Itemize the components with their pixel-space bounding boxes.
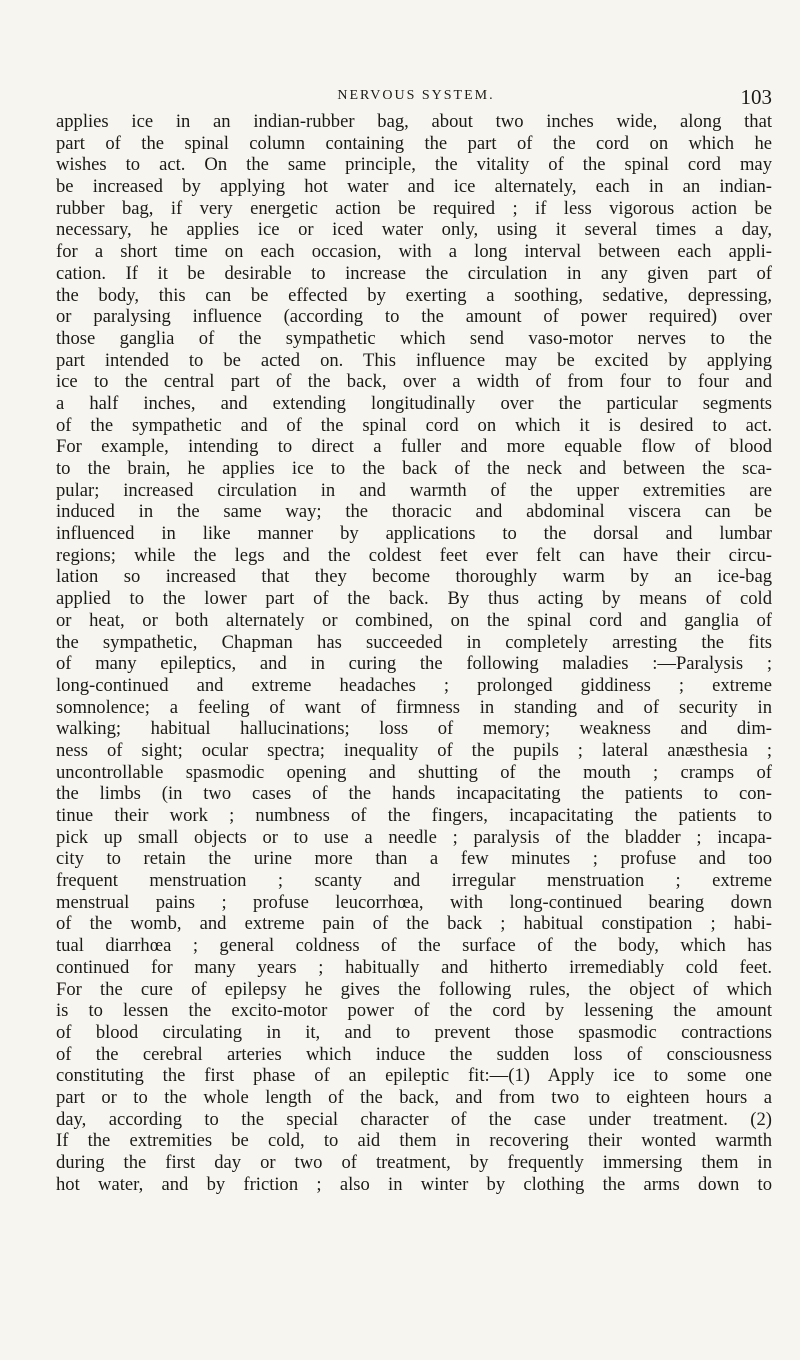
text-line: If the extremities be cold, to aid them in recovering their wonted warmth: [56, 1130, 772, 1152]
text-line: the limbs (in two cases of the hands incapacitating the patients to con-: [56, 783, 772, 805]
text-line: a half inches, and extending longitudinally over the particular segments: [56, 392, 772, 414]
text-line: walking; habitual hallucinations; loss of memory; weakness and dim-: [56, 718, 772, 740]
text-line: applies ice in an indian-rubber bag, about two inches wide, along that: [56, 111, 772, 132]
text-line: those ganglia of the sympathetic which send vaso-motor nerves to the: [56, 327, 772, 349]
text-line: pick up small objects or to use a needle ; paralysis of the bladder ; incapa-: [56, 826, 772, 848]
text-line: for a short time on each occasion, with a long interval between each appli-: [56, 241, 772, 263]
text-line: influenced in like manner by applications to the dorsal and lumbar: [56, 523, 772, 545]
text-line: regions; while the legs and the coldest feet ever felt can have their circu-: [56, 544, 772, 566]
text-line: of the cerebral arteries which induce the sudden loss of consciousness: [56, 1043, 772, 1065]
text-line: frequent menstruation ; scanty and irregular menstruation ; extreme: [56, 870, 772, 892]
text-line: be increased by applying hot water and ice alternately, each in an indian-: [56, 176, 772, 198]
text-line: the body, this can be effected by exerting a soothing, sedative, depressing,: [56, 284, 772, 306]
text-line: part intended to be acted on. This influence may be excited by applying: [56, 349, 772, 371]
text-line: wishes to act. On the same principle, the vitality of the spinal cord may: [56, 154, 772, 176]
text-line: constituting the first phase of an epileptic fit:—(1) Apply ice to some one: [56, 1065, 772, 1087]
text-line: is to lessen the excito-motor power of the cord by lessening the amount: [56, 1000, 772, 1022]
text-line: ness of sight; ocular spectra; inequality of the pupils ; lateral anæsthesia ;: [56, 739, 772, 761]
text-line: of blood circulating in it, and to prevent those spasmodic contractions: [56, 1021, 772, 1043]
text-line: For the cure of epilepsy he gives the following rules, the object of which: [56, 978, 772, 1000]
text-line: For example, intending to direct a fuller and more equable flow of blood: [56, 436, 772, 458]
body-text: [56, 111, 772, 1195]
text-line: pular; increased circulation in and warmth of the upper extremities are: [56, 479, 772, 501]
text-line: ice to the central part of the back, over a width of from four to four and: [56, 371, 772, 393]
text-line: rubber bag, if very energetic action be required ; if less vigorous action be: [56, 197, 772, 219]
text-line: of the womb, and extreme pain of the back ; habitual constipation ; habi-: [56, 913, 772, 935]
text-line: menstrual pains ; profuse leucorrhœa, with long-continued bearing down: [56, 891, 772, 913]
text-line: or paralysing influence (according to the amount of power required) over: [56, 306, 772, 328]
text-line: somnolence; a feeling of want of firmness in standing and of security in: [56, 696, 772, 718]
text-line: continued for many years ; habitually and hitherto irremediably cold feet.: [56, 956, 772, 978]
text-line: day, according to the special character of the case under treatment. (2): [56, 1108, 772, 1130]
text-line: uncontrollable spasmodic opening and shutting of the mouth ; cramps of: [56, 761, 772, 783]
text-line: of many epileptics, and in curing the following maladies :—Paralysis ;: [56, 653, 772, 675]
text-line: applied to the lower part of the back. By thus acting by means of cold: [56, 588, 772, 610]
text-line: to the brain, he applies ice to the back of the neck and between the sca-: [56, 458, 772, 479]
text-line: tinue their work ; numbness of the fingers, incapacitating the patients to: [56, 805, 772, 826]
text-line: during the first day or two of treatment, by frequently immersing them in: [56, 1152, 772, 1173]
text-line: necessary, he applies ice or iced water only, using it several times a day,: [56, 219, 772, 241]
text-line: tual diarrhœa ; general coldness of the surface of the body, which has: [56, 935, 772, 957]
text-line: hot water, and by friction ; also in winter by clothing the arms down to: [56, 1173, 772, 1195]
page-number: 103: [740, 85, 772, 109]
text-line: long-continued and extreme headaches ; prolonged giddiness ; extreme: [56, 674, 772, 696]
text-line: induced in the same way; the thoracic and abdominal viscera can be: [56, 501, 772, 523]
text-line: city to retain the urine more than a few minutes ; profuse and too: [56, 848, 772, 870]
text-line: part or to the whole length of the back, and from two to eighteen hours a: [56, 1086, 772, 1108]
text-line: the sympathetic, Chapman has succeeded in completely arresting the fits: [56, 631, 772, 653]
text-line: of the sympathetic and of the spinal cord on which it is desired to act.: [56, 414, 772, 436]
running-head: [60, 85, 772, 112]
text-line: or heat, or both alternately or combined, on the spinal cord and ganglia of: [56, 609, 772, 631]
running-title: NERVOUS SYSTEM.: [337, 88, 495, 103]
text-line: cation. If it be desirable to increase the circulation in any given part of: [56, 262, 772, 284]
text-line: part of the spinal column containing the part of the cord on which he: [56, 132, 772, 154]
text-line: lation so increased that they become thoroughly warm by an ice-bag: [56, 566, 772, 588]
